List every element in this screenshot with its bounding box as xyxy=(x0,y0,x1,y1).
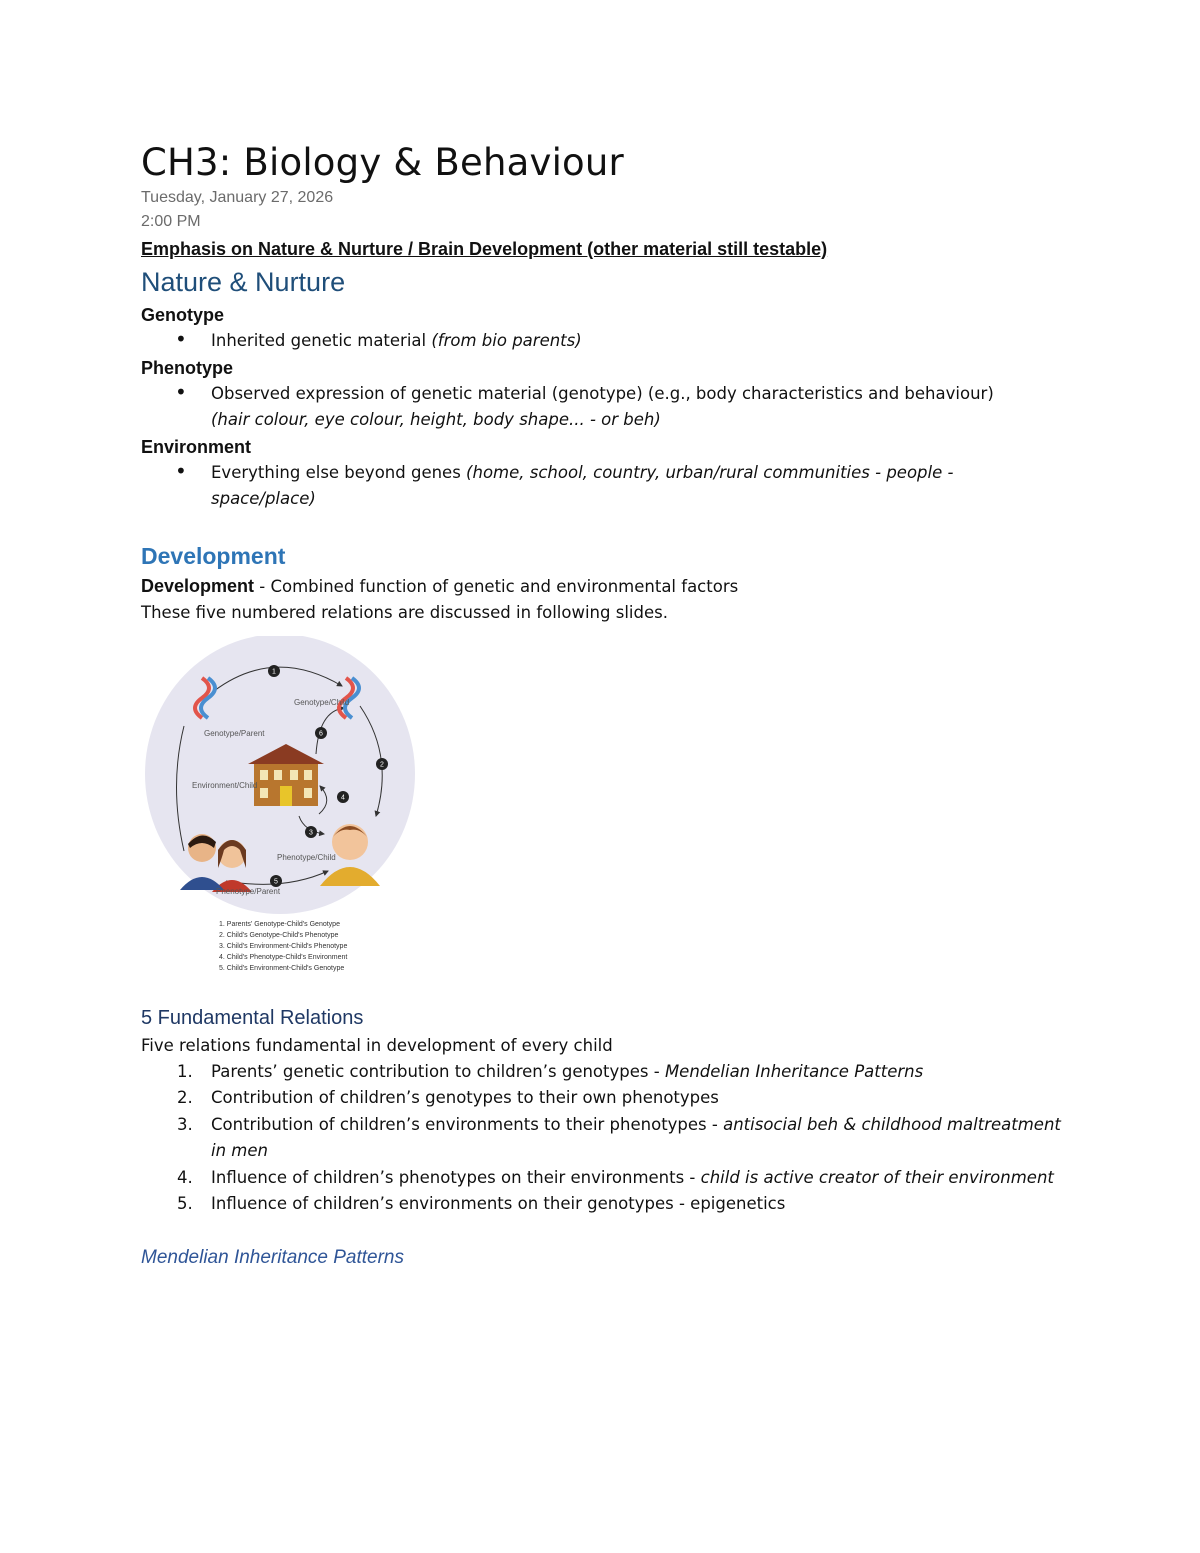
marker-5 xyxy=(270,875,282,887)
legend-item-1: 1. Parents' Genotype-Child's Genotype xyxy=(219,920,340,928)
list-item: • Everything else beyond genes (home, school, country, urban/rural communities - people - space/place) xyxy=(141,460,1061,513)
marker-2 xyxy=(376,758,388,770)
legend-item-3: 3. Child's Environment-Child's Phenotype xyxy=(219,942,348,950)
development-note: These five numbered relations are discussed in following slides. xyxy=(141,602,668,622)
heading-development: Development xyxy=(141,542,286,569)
heading-fundamental-relations: 5 Fundamental Relations xyxy=(141,1006,364,1029)
marker-1 xyxy=(268,665,280,677)
relations-diagram-svg xyxy=(144,636,424,981)
list-item: 2. Contribution of children’s genotypes to their own phenotypes xyxy=(177,1088,719,1107)
development-definition: Development - Combined function of genetic and environmental factors xyxy=(141,575,739,596)
list-item: 4. Influence of children’s phenotypes on their environments - child is active creator of their environment xyxy=(177,1167,1054,1187)
label-genotype-parent: Genotype/Parent xyxy=(204,728,265,738)
list-item: 3. Contribution of children’s environments to their phenotypes - antisocial beh & childhood maltreatment in men xyxy=(177,1114,1061,1160)
phenotype-list xyxy=(141,381,1061,434)
page-content xyxy=(141,140,1061,1272)
emphasis-note: Emphasis on Nature & Nurture / Brain Development (other material still testable) xyxy=(141,239,828,259)
term-phenotype: Phenotype xyxy=(141,357,234,378)
development-diagram xyxy=(144,636,424,981)
marker-6 xyxy=(315,727,327,739)
svg-text:1: 1 xyxy=(272,668,276,675)
page-date: Tuesday, January 27, 2026 xyxy=(141,189,334,206)
label-environment-child: Environment/Child xyxy=(192,780,258,790)
svg-text:4: 4 xyxy=(341,794,345,801)
label-phenotype-parent: Phenotype/Parent xyxy=(216,886,281,896)
environment-list xyxy=(141,460,1061,513)
genotype-list xyxy=(141,328,1061,355)
relations-intro: Five relations fundamental in development of every child xyxy=(141,1035,613,1055)
marker-3 xyxy=(305,826,317,838)
label-genotype-child: Genotype/Child xyxy=(294,697,350,707)
legend-item-5: 5. Child's Environment-Child's Genotype xyxy=(219,964,345,972)
legend-item-4: 4. Child's Phenotype-Child's Environment xyxy=(219,953,348,961)
svg-text:2: 2 xyxy=(380,761,384,768)
list-item: 5. Influence of children’s environments on their genotypes - epigenetics xyxy=(177,1194,786,1213)
list-item: • Observed expression of genetic material (genotype) (e.g., body characteristics and behaviour) (hair colour, eye colour, height, body shape... - or beh) xyxy=(141,381,1061,434)
svg-text:5: 5 xyxy=(274,878,278,885)
legend-item-2: 2. Child's Genotype-Child's Phenotype xyxy=(219,931,339,939)
list-item: • Inherited genetic material (from bio parents) xyxy=(141,328,1061,355)
marker-4 xyxy=(337,791,349,803)
label-phenotype-child: Phenotype/Child xyxy=(277,852,336,862)
page-title: CH3: Biology & Behaviour xyxy=(141,141,624,184)
term-genotype: Genotype xyxy=(141,305,225,325)
list-item: 1. Parents’ genetic contribution to children’s genotypes - Mendelian Inheritance Patterns xyxy=(177,1061,924,1081)
page-time: 2:00 PM xyxy=(141,213,201,230)
svg-text:3: 3 xyxy=(309,829,313,836)
svg-text:6: 6 xyxy=(319,730,323,737)
heading-nature-nurture: Nature & Nurture xyxy=(141,267,346,297)
relations-list xyxy=(141,1059,1061,1218)
term-environment: Environment xyxy=(141,436,252,457)
heading-mendelian: Mendelian Inheritance Patterns xyxy=(141,1246,404,1268)
